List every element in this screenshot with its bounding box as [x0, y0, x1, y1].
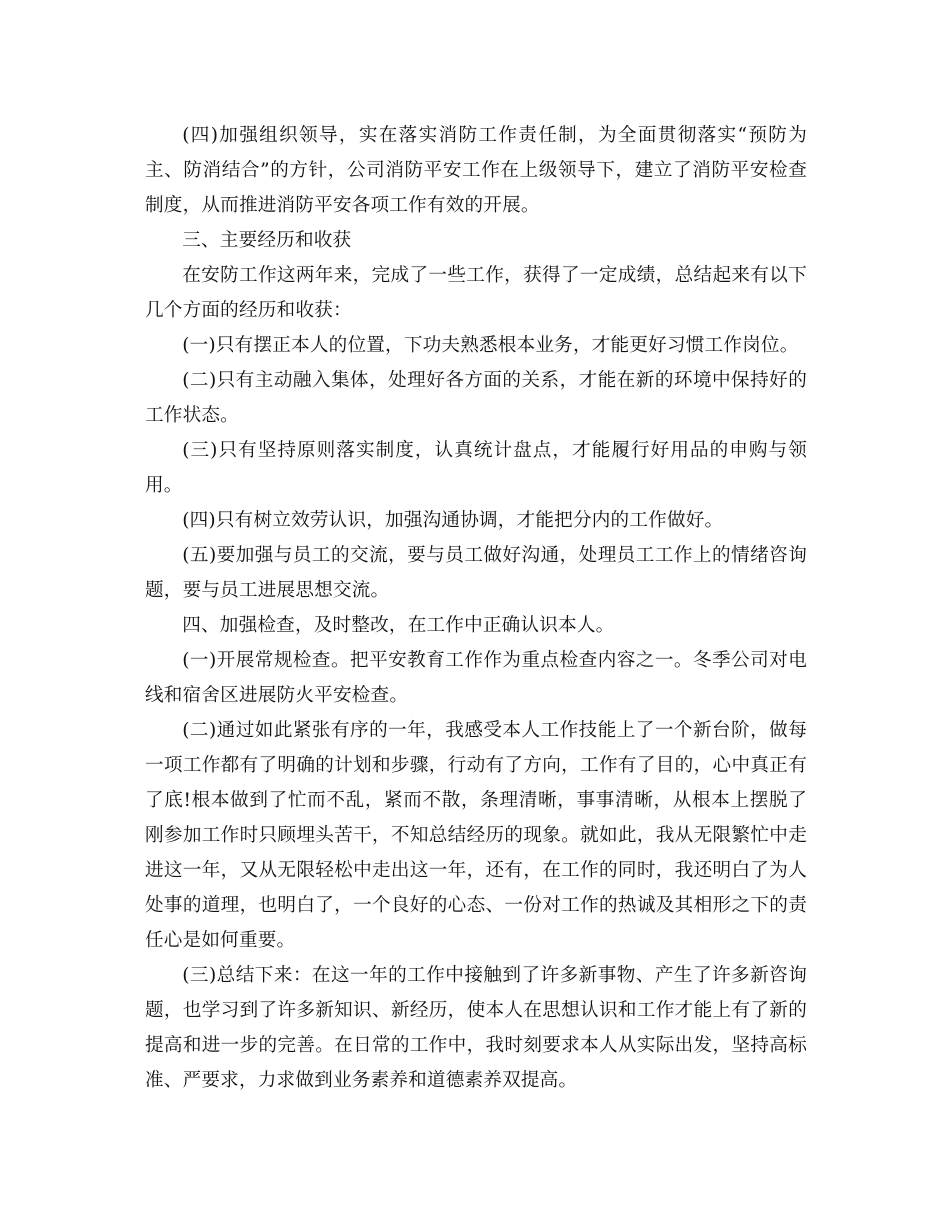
paragraph-experience-4: (四)只有树立效劳认识，加强沟通协调，才能把分内的工作做好。 — [182, 510, 724, 531]
paragraph-experience-intro: 在安防工作这两年来，完成了一些工作，获得了一定成绩，总结起来有以下几个方面的经历和收获： — [145, 265, 807, 321]
paragraph-inspection-1: (一)开展常规检查。把平安教育工作作为重点检查内容之一。冬季公司对电线和宿舍区进展防火平安检查。 — [145, 650, 807, 706]
paragraph-fire-safety-leadership: (四)加强组织领导，实在落实消防工作责任制，为全面贯彻落实“预防为主、防消结合”的方针，公司消防平安工作在上级领导下，建立了消防平安检查制度，从而推进消防平安各项工作有效的开展。 — [145, 125, 807, 216]
paragraph-experience-2: (二)只有主动融入集体，处理好各方面的关系，才能在新的环境中保持好的工作状态。 — [145, 370, 807, 426]
paragraph-experience-5: (五)要加强与员工的交流，要与员工做好沟通，处理员工工作上的情绪咨询题，要与员工进展思想交流。 — [145, 545, 807, 601]
paragraph-experience-1: (一)只有摆正本人的位置，下功夫熟悉根本业务，才能更好习惯工作岗位。 — [182, 335, 799, 356]
paragraph-experience-3: (三)只有坚持原则落实制度，认真统计盘点，才能履行好用品的申购与领用。 — [145, 440, 807, 496]
document-body — [145, 118, 807, 1098]
section-heading-inspection: 四、加强检查，及时整改，在工作中正确认识本人。 — [182, 615, 615, 636]
section-heading-experience: 三、主要经历和收获 — [182, 230, 352, 251]
paragraph-inspection-2: (二)通过如此紧张有序的一年，我感受本人工作技能上了一个新台阶，做每一项工作都有了明确的计划和步骤，行动有了方向，工作有了目的，心中真正有了底!根本做到了忙而不乱，紧而不散，条理清晰，事事清晰，从根本上摆脱了刚参加工作时只顾埋头苦干，不知总结经历的现象。就如此，我从无限繁忙中走进这一年，又从无限轻松中走出这一年，还有，在工作的同时，我还明白了为人处事的道理，也明白了，一个良好的心态、一份对工作的热诚及其相形之下的责任心是如何重要。 — [145, 720, 807, 951]
paragraph-inspection-3: (三)总结下来：在这一年的工作中接触到了许多新事物、产生了许多新咨询题，也学习到了许多新知识、新经历，使本人在思想认识和工作才能上有了新的提高和进一步的完善。在日常的工作中，我时刻要求本人从实际出发，坚持高标准、严要求，力求做到业务素养和道德素养双提高。 — [145, 965, 807, 1091]
